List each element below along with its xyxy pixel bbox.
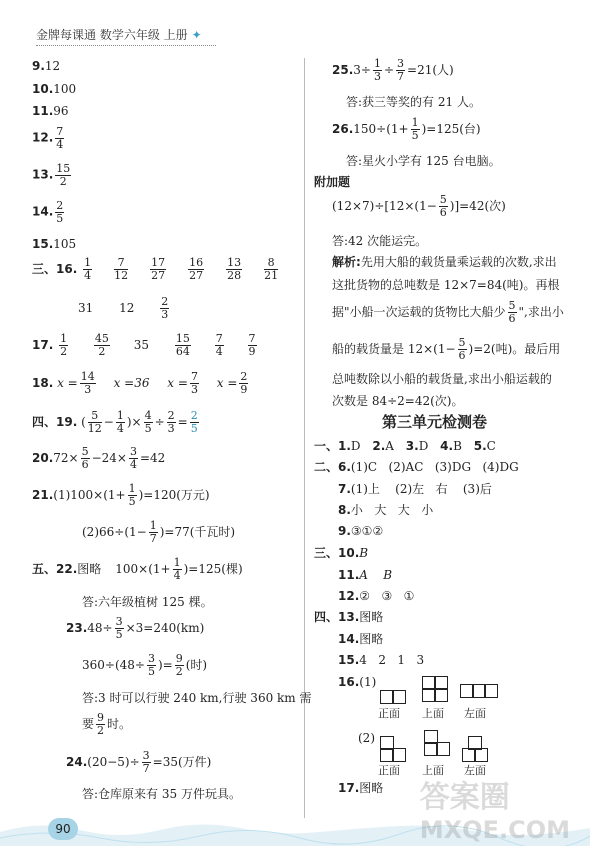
fraction: $\frac{1}{2}$	[60, 332, 68, 358]
fraction: $\frac{2}{9}$	[240, 370, 248, 396]
right-column	[300, 0, 590, 846]
fraction: $\frac{13}{28}$	[227, 256, 242, 282]
q-num: 9.	[32, 59, 45, 73]
answer-value: 96	[53, 104, 69, 118]
q-num: 15.	[32, 237, 54, 251]
answer-26: 26.150÷(1+ $\frac{1}{5}$ )=125(台)	[332, 116, 481, 142]
analysis-line4: 船的载货量是 12×(1− $\frac{5}{6}$ )=2(吨)。最后用	[332, 336, 561, 362]
answer-11	[32, 105, 69, 117]
fraction: $\frac{8}{21}$	[264, 256, 279, 282]
answer-23: 23.48÷ $\frac{3}{5}$ ×3=240(km)	[66, 615, 205, 641]
fraction: $\frac{15}{2}$	[56, 162, 71, 188]
answer-16	[32, 257, 298, 281]
answer-16-row1	[81, 256, 298, 282]
extra-title: 附加题	[314, 175, 351, 189]
answer-18: 18. x = $\frac{14}{3}$ x =36 x = $\frac{7}{3}$ x = $\frac{2}{9}$	[32, 370, 248, 396]
answer-10	[32, 83, 76, 95]
answer-16b: 16.(1)	[338, 675, 377, 689]
answer-12b: 12.② ③ ①	[338, 589, 415, 603]
q-num: 18.	[32, 376, 54, 391]
page-number: 90	[48, 818, 78, 840]
label-front: 正面	[378, 707, 400, 720]
answers-1-5: 一、1.D 2.A 3.D 4.B 5.C	[314, 439, 496, 453]
label-top-2: 上面	[422, 764, 444, 777]
q-num: 11.	[32, 104, 54, 118]
analysis-line3: 据"小船一次运载的货物比大船少 $\frac{5}{6}$ ",求出小	[332, 299, 564, 325]
fraction: $\frac{45}{2}$	[94, 332, 109, 358]
answer-value: 12	[44, 59, 61, 73]
answer-17b: 17.图略	[338, 781, 384, 795]
analysis-line1: 解析:先用大船的载货量乘运载的次数,求出	[332, 255, 557, 269]
answer-24-text: 答:仓库原来有 35 万件玩具。	[82, 787, 241, 801]
label-left-2: 左面	[464, 764, 486, 777]
fraction: $\frac{17}{27}$	[151, 256, 166, 282]
answer-value: 105	[53, 237, 77, 251]
watermark	[420, 772, 570, 844]
answer-7: 7.(1)上 (2)左 右 (3)后	[338, 482, 492, 496]
answer-15b: 15.4 2 1 3	[338, 653, 425, 667]
fraction: $\frac{7}{9}$	[248, 332, 256, 358]
value: 12	[119, 301, 135, 316]
watermark-line2: MXQE.COM	[419, 816, 570, 844]
answer-22-text: 答:六年级植树 125 棵。	[82, 595, 213, 609]
answer-20: 20.72× $\frac{5}{6}$ −24× $\frac{3}{4}$ =42	[32, 445, 166, 471]
analysis-line5: 总吨数除以小船的载货量,求出小船运载的	[332, 372, 552, 386]
section-title: 第三单元检测卷	[382, 413, 488, 431]
header-title: 金牌每课通 数学六年级 上册	[36, 28, 188, 42]
answer-value: 100	[53, 82, 77, 96]
answer-10b: 三、10.B	[314, 546, 369, 560]
answer-24: 24.(20−5)÷ $\frac{3}{7}$ =35(万件)	[66, 749, 212, 775]
answer-21: 21.(1)100×(1+ $\frac{1}{5}$ )=120(万元)	[32, 482, 210, 508]
answer-23-line2: 360÷(48÷ $\frac{3}{5}$ )= $\frac{9}{2}$ (时)	[82, 652, 208, 678]
answer-21-part2: (2)66÷(1− $\frac{1}{7}$ )=77(千瓦时)	[82, 519, 236, 545]
answer-25: 25.3÷ $\frac{1}{3}$ ÷ $\frac{3}{7}$ =21(人)	[332, 57, 454, 83]
label-front-2: 正面	[378, 764, 400, 777]
fraction: $\frac{14}{3}$	[80, 370, 95, 396]
answer-13b: 四、13.图略	[314, 610, 384, 624]
q-num: 17.	[32, 338, 54, 353]
answer-26-text: 答:星火小学有 125 台电脑。	[346, 154, 501, 168]
answer-9b: 9.③①②	[338, 524, 384, 538]
fraction: $\frac{2}{5}$	[56, 199, 64, 225]
answer-25-text: 答:获三等奖的有 21 人。	[346, 95, 481, 109]
fraction: $\frac{15}{64}$	[175, 332, 190, 358]
label-left: 左面	[464, 707, 486, 720]
answer-16-part2: (2)	[358, 731, 375, 745]
answer-23-line4: 要 $\frac{9}{2}$ 时。	[82, 711, 132, 737]
answer-17	[32, 333, 259, 357]
answer-14b: 14.图略	[338, 632, 384, 646]
q-num: 10.	[32, 82, 54, 96]
answer-6: 二、6.(1)C (2)AC (3)DG (4)DG	[314, 460, 519, 474]
extra-formula: (12×7)÷[12×(1− $\frac{5}{6}$ )]=42(次)	[332, 193, 506, 219]
answer-11b: 11.A B	[338, 568, 393, 582]
sparkle-icon: ✦	[191, 28, 202, 42]
value: 35	[133, 338, 150, 353]
analysis-line6: 次数是 84÷2=42(次)。	[332, 394, 464, 408]
fraction: $\frac{16}{27}$	[189, 256, 204, 282]
answer-15	[32, 238, 76, 250]
answer-12	[32, 126, 66, 150]
label-top: 上面	[422, 707, 444, 720]
fraction: $\frac{7}{4}$	[56, 125, 64, 151]
extra-answer: 答:42 次能运完。	[332, 234, 428, 248]
fraction: $\frac{1}{4}$	[84, 256, 92, 282]
answer-9	[32, 60, 60, 72]
q-num: 14.	[32, 204, 54, 219]
value: 31	[78, 301, 94, 316]
answer-22: 五、22.图略 100×(1+ $\frac{1}{4}$ )=125(棵)	[32, 556, 243, 582]
q-num: 12.	[32, 130, 54, 145]
answer-13	[32, 163, 73, 187]
answer-14	[32, 200, 66, 224]
answer-19: 四、19. ( $\frac{5}{12}$ − $\frac{1}{4}$ )× $\frac{4}{5}$ ÷ $\frac{2}{3}$ = $\frac{2}{5}$	[32, 409, 198, 435]
q-num: 三、16.	[32, 262, 78, 277]
analysis-line2: 这批货物的总吨数是 12×7=84(吨)。再根	[332, 278, 560, 292]
fraction: $\frac{7}{4}$	[215, 332, 223, 358]
watermark-line1: 答案圈	[419, 780, 510, 815]
fraction: $\frac{2}{3}$	[161, 295, 169, 321]
fraction: $\frac{7}{3}$	[190, 370, 198, 396]
answer-16-row2	[78, 296, 171, 320]
q-num: 13.	[32, 167, 54, 182]
fraction: $\frac{7}{12}$	[114, 256, 129, 282]
answer-23-text: 答:3 时可以行驶 240 km,行驶 360 km 需	[82, 691, 312, 705]
answer-8: 8.小 大 大 小	[338, 503, 434, 517]
